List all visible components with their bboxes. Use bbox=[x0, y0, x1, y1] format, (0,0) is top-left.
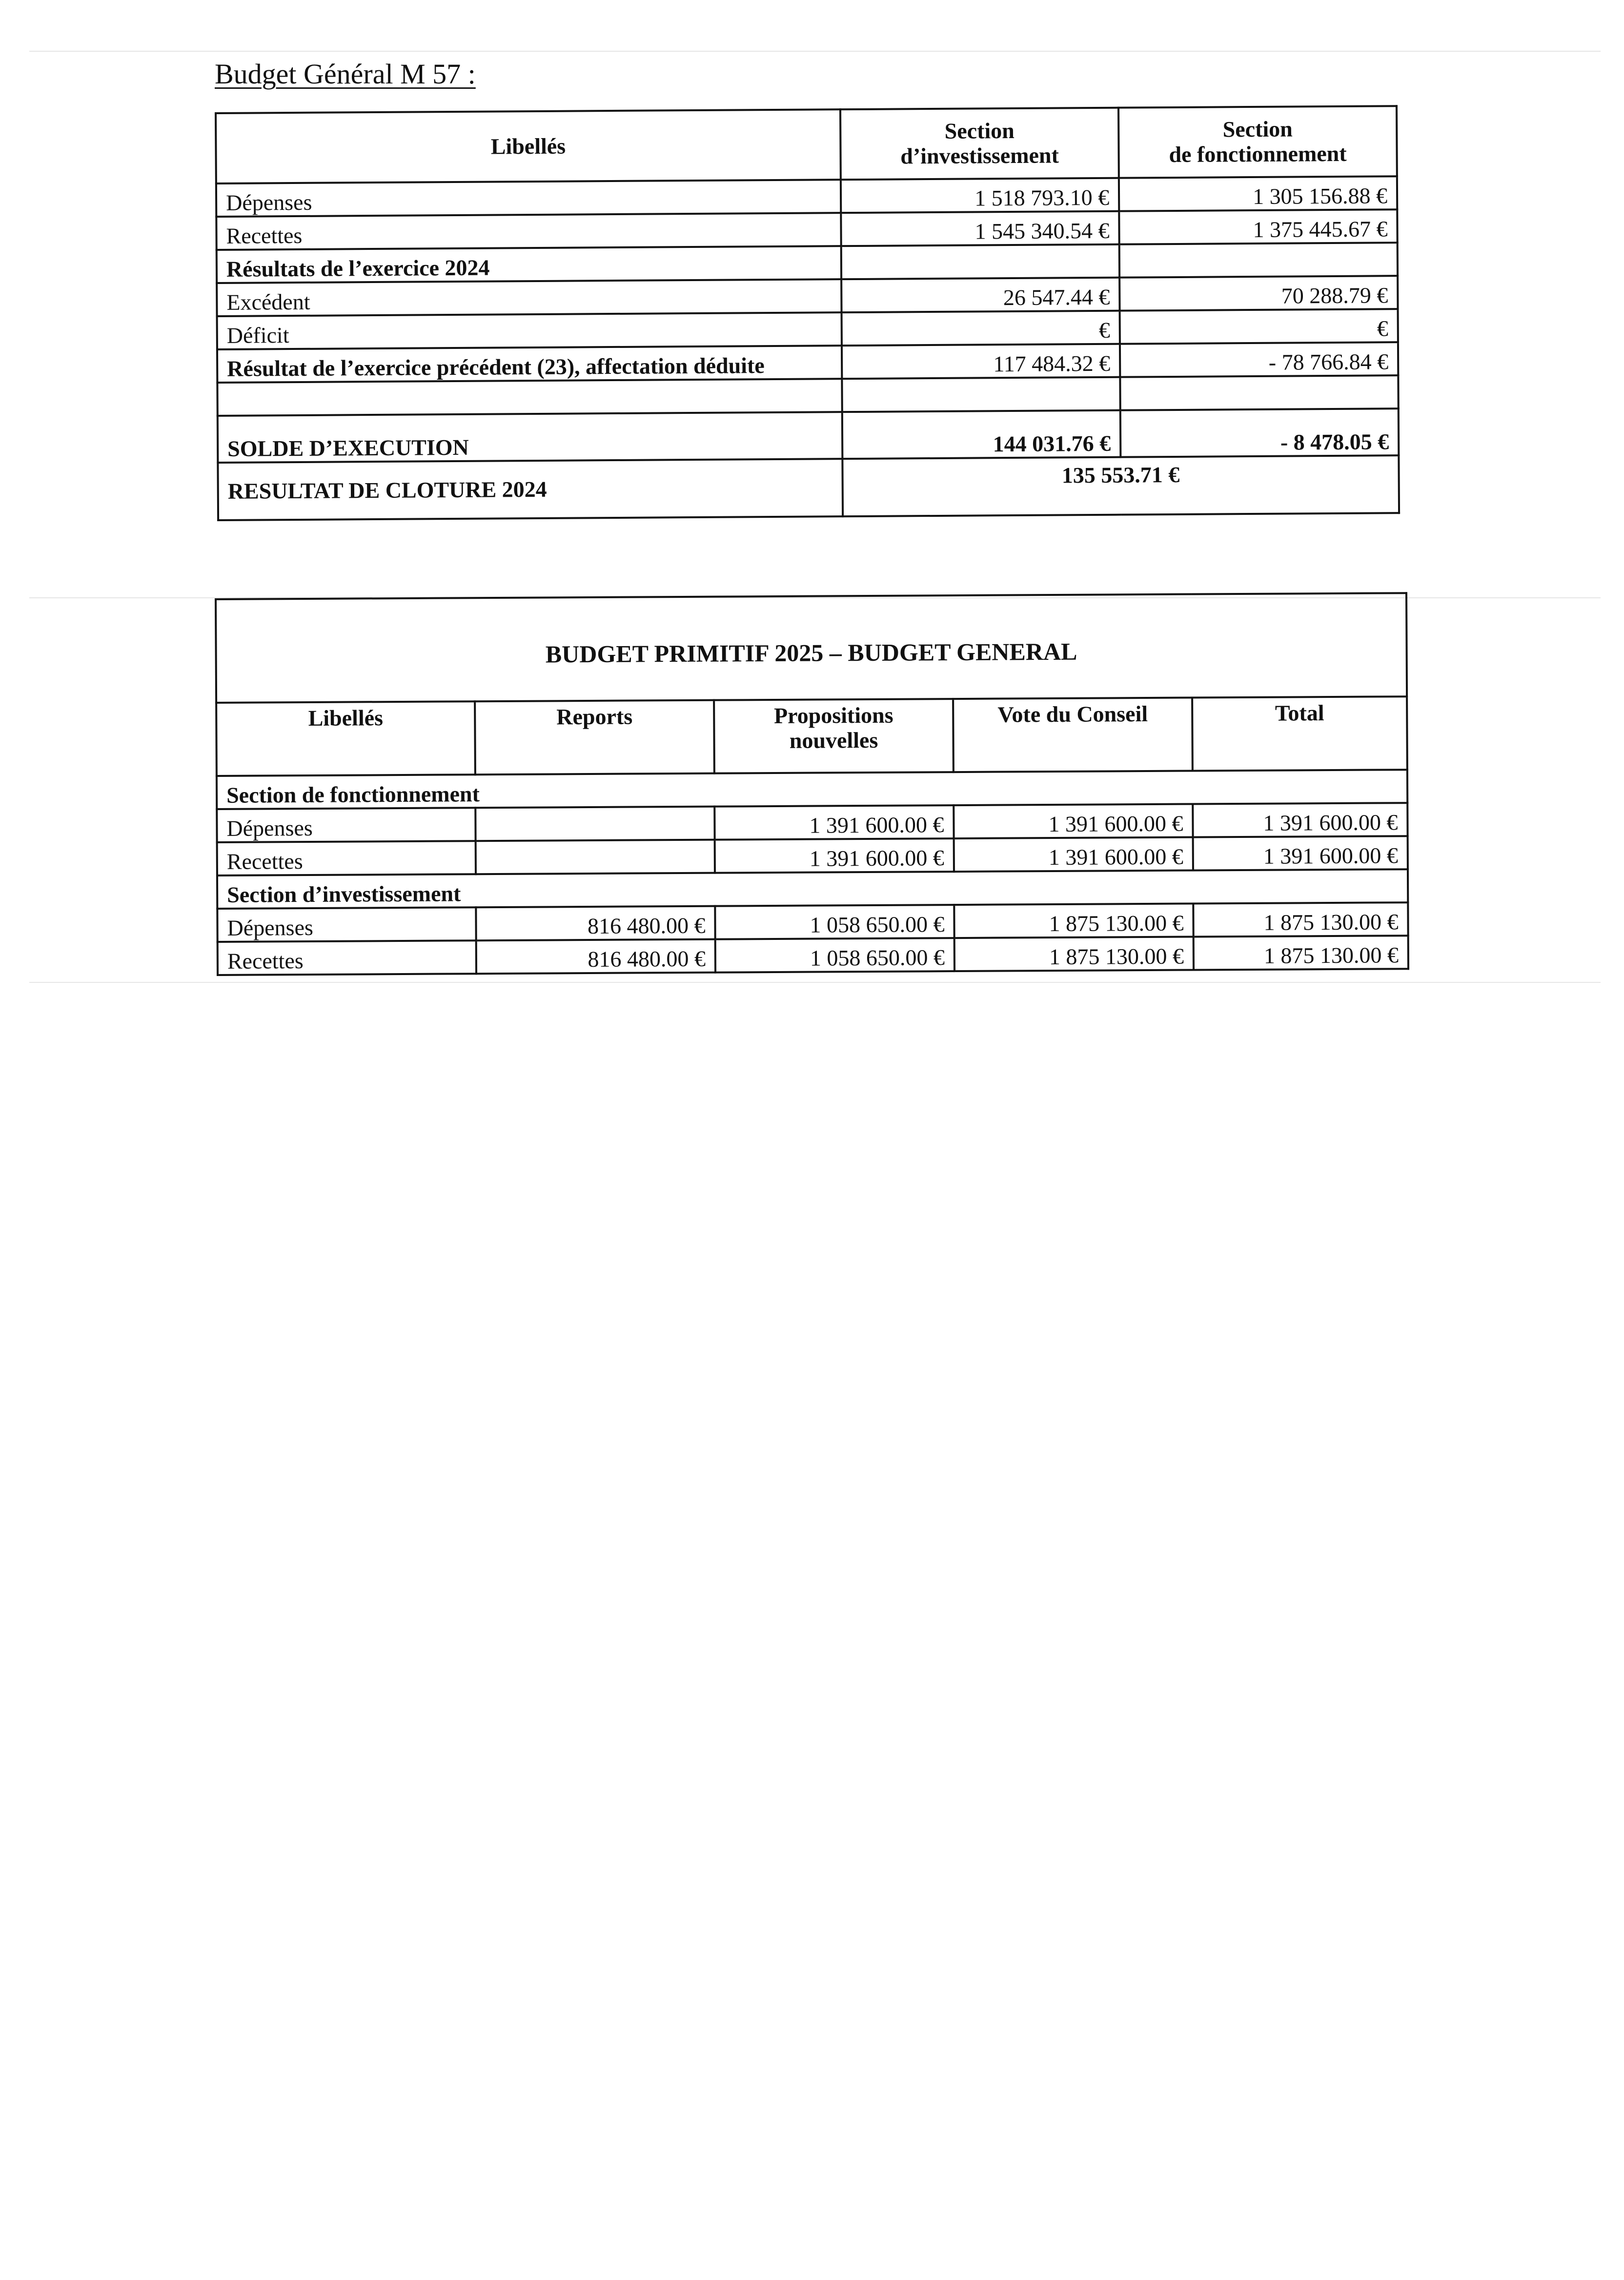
row-fonctionnement-value bbox=[1119, 243, 1398, 277]
row-investissement-value: 117 484.32 € bbox=[842, 344, 1120, 379]
header-reports: Reports bbox=[475, 700, 714, 775]
row-investissement-value: 1 518 793.10 € bbox=[841, 178, 1119, 213]
header-fonctionnement-line2: de fonctionnement bbox=[1169, 141, 1347, 167]
document-title: Budget Général M 57 : bbox=[215, 58, 476, 90]
cloture-label: RESULTAT DE CLOTURE 2024 bbox=[218, 459, 843, 520]
scan-edge-top bbox=[29, 51, 1601, 52]
row-label: Dépenses bbox=[217, 907, 476, 942]
table-row bbox=[217, 803, 1407, 842]
row-reports-value: 816 480.00 € bbox=[476, 906, 715, 941]
section-title: Section d’investissement bbox=[217, 869, 1408, 909]
cloture-value: 135 553.71 € bbox=[842, 455, 1399, 516]
row-reports-value: 816 480.00 € bbox=[476, 939, 715, 974]
section-heading-investissement bbox=[217, 869, 1408, 909]
row-label: Dépenses bbox=[216, 180, 841, 217]
solde-investissement-value: 144 031.76 € bbox=[842, 410, 1121, 459]
row-label: Excédent bbox=[217, 279, 841, 316]
row-vote-value: 1 875 130.00 € bbox=[954, 937, 1194, 972]
table-row bbox=[217, 902, 1408, 942]
row-investissement-value: € bbox=[842, 311, 1120, 346]
row-propositions-value: 1 058 650.00 € bbox=[715, 905, 954, 939]
row-fonctionnement-value: - 78 766.84 € bbox=[1120, 342, 1398, 377]
row-propositions-value: 1 391 600.00 € bbox=[715, 838, 954, 873]
table-row bbox=[217, 836, 1408, 875]
table-row bbox=[218, 936, 1408, 975]
row-fonctionnement-value: 1 375 445.67 € bbox=[1119, 209, 1397, 244]
section-heading-fonctionnement bbox=[217, 770, 1407, 809]
row-investissement-value: 26 547.44 € bbox=[841, 278, 1119, 312]
row-reports-value bbox=[476, 840, 715, 875]
row-investissement-value bbox=[842, 377, 1120, 412]
row-fonctionnement-value: € bbox=[1120, 309, 1398, 344]
header-section-fonctionnement bbox=[1118, 106, 1397, 178]
row-label: Déficit bbox=[217, 312, 842, 349]
row-label: Résultats de l’exercice 2024 bbox=[217, 246, 841, 283]
header-libelles: Libellés bbox=[216, 109, 841, 183]
row-fonctionnement-value: 1 305 156.88 € bbox=[1119, 176, 1397, 211]
row-total-value: 1 391 600.00 € bbox=[1193, 803, 1407, 837]
budget-primitif-caption-row bbox=[216, 593, 1407, 703]
budget-primitif-caption: BUDGET PRIMITIF 2025 – BUDGET GENERAL bbox=[216, 593, 1407, 703]
header-investissement-line1: Section bbox=[944, 118, 1015, 144]
row-total-value: 1 391 600.00 € bbox=[1193, 836, 1408, 870]
solde-execution-row bbox=[218, 408, 1399, 463]
header-vote-du-conseil: Vote du Conseil bbox=[953, 698, 1193, 773]
header-libelles: Libellés bbox=[216, 701, 475, 776]
header-total: Total bbox=[1192, 696, 1407, 771]
row-label: Dépenses bbox=[217, 808, 475, 842]
row-label: Résultat de l’exercice précédent (23), affectation déduite bbox=[217, 346, 842, 383]
scan-edge-bottom bbox=[29, 982, 1601, 983]
row-label bbox=[217, 379, 842, 416]
budget-primitif-table bbox=[215, 592, 1409, 976]
solde-fonctionnement-value: - 8 478.05 € bbox=[1120, 408, 1399, 457]
resultat-cloture-row bbox=[218, 455, 1399, 520]
row-label: Recettes bbox=[217, 841, 476, 875]
row-propositions-value: 1 058 650.00 € bbox=[715, 938, 954, 973]
row-label: Recettes bbox=[216, 213, 841, 250]
header-fonctionnement-line1: Section bbox=[1222, 116, 1293, 142]
header-investissement-line2: d’investissement bbox=[900, 142, 1059, 169]
row-vote-value: 1 391 600.00 € bbox=[954, 804, 1193, 839]
row-investissement-value: 1 545 340.54 € bbox=[841, 211, 1119, 246]
results-table bbox=[215, 105, 1400, 521]
header-section-investissement bbox=[840, 108, 1119, 180]
header-propositions-line1: Propositions bbox=[773, 702, 893, 729]
header-propositions-nouvelles bbox=[714, 699, 954, 774]
budget-primitif-header bbox=[216, 696, 1407, 776]
solde-label: SOLDE D’EXECUTION bbox=[218, 412, 843, 463]
row-fonctionnement-value bbox=[1120, 375, 1398, 410]
row-vote-value: 1 391 600.00 € bbox=[954, 837, 1193, 872]
row-vote-value: 1 875 130.00 € bbox=[954, 904, 1193, 938]
header-propositions-line2: nouvelles bbox=[789, 727, 878, 753]
row-reports-value bbox=[475, 807, 714, 841]
row-propositions-value: 1 391 600.00 € bbox=[714, 805, 954, 840]
section-title: Section de fonctionnement bbox=[217, 770, 1407, 809]
row-total-value: 1 875 130.00 € bbox=[1194, 936, 1408, 970]
row-total-value: 1 875 130.00 € bbox=[1193, 902, 1408, 936]
row-fonctionnement-value: 70 288.79 € bbox=[1119, 276, 1398, 310]
results-table-header bbox=[216, 106, 1397, 183]
row-label: Recettes bbox=[218, 940, 476, 975]
row-investissement-value bbox=[841, 244, 1119, 279]
